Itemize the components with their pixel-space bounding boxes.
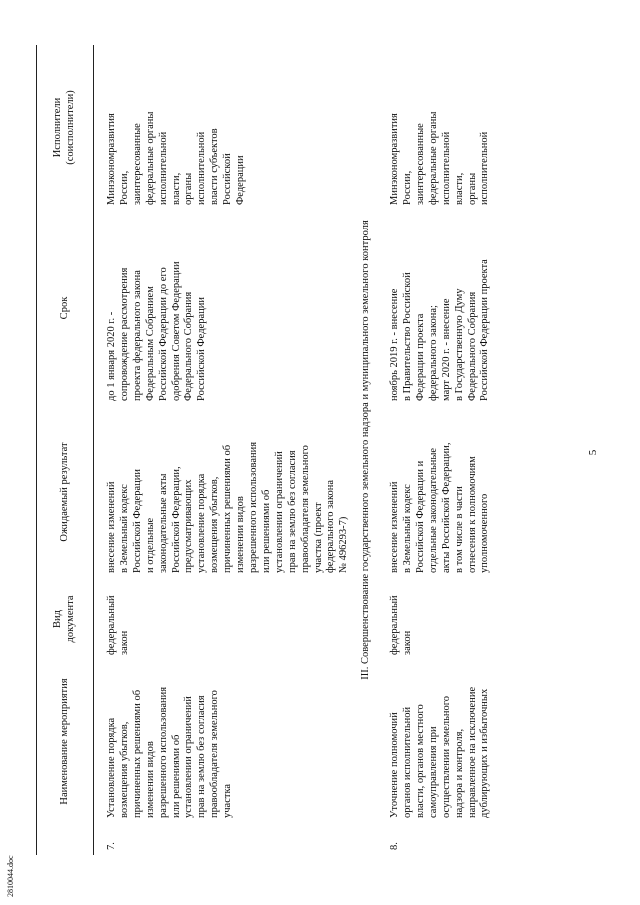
section-title: III. Совершенствование государственного земельного надзора и муниципального земельного контроля <box>360 220 372 680</box>
row-executors: Минэкономразвития России, заинтересованные федеральные органы исполнительной власти, органы исполнительной власти субъектов Российской Федерации <box>106 111 247 205</box>
section-row <box>355 45 377 855</box>
row-deadline: до 1 января 2020 г. - сопровождение рассмотрения проекта федерального закона Федеральным Собранием Российской Федерации до его одобрения Советом Федерации Федерального Собрания Российской Федерации <box>106 261 208 401</box>
row-deadline: ноябрь 2019 г. - внесение в Правительство Российской Федерации проекта федерального закона; март 2020 г. - внесение в Государственную Думу Федерального Собрания Российской Федерации проекта <box>389 259 491 401</box>
page-number: 5 <box>587 449 599 456</box>
header-result: Ожидаемый результат <box>37 406 94 578</box>
header-doc-type: Вид документа <box>37 578 94 660</box>
row-executors: Минэкономразвития России, заинтересованные федеральные органы исполнительной власти, органы исполнительной <box>389 111 491 205</box>
row-result: внесение изменений в Земельный кодекс Российской Федерации и отдельные законодательные акты Российской Федерации, предусматривающих установление порядка возмещения убытков, причиненных решениями об изменении видов разрешенного использования или решениями об установлении ограничений прав на землю без согласия правообладателя земельного участка (проект федерального закона № 496293-7) <box>106 441 350 573</box>
table-header-row <box>37 45 94 855</box>
header-deadline: Срок <box>37 210 94 406</box>
document-code: 2810044.doc <box>6 855 15 897</box>
action-plan-table <box>36 45 496 855</box>
row-number: 8. <box>389 842 401 850</box>
row-result: внесение изменений в Земельный кодекс Российской Федерации и отдельные законодательные акты Российской Федерации, в том числе в части отнесения к полномочиям уполномоченного <box>389 442 491 573</box>
header-executors: Исполнители (соисполнители) <box>37 45 94 210</box>
header-num <box>37 823 94 855</box>
header-name: Наименование мероприятия <box>37 660 94 823</box>
table-row <box>94 45 356 855</box>
row-name: Уточнение полномочий органов исполнительной власти, органов местного самоуправления при осуществлении земельного надзора и контроля, направленное на исключение дублирующих и избыточных <box>389 686 491 818</box>
row-doc-type: федеральный закон <box>389 595 414 655</box>
table-row <box>377 45 496 855</box>
row-doc-type: федеральный закон <box>106 595 130 655</box>
row-number: 7. <box>106 842 117 850</box>
row-name: Установление порядка возмещения убытков, причиненных решениями об изменении видов разрешенного использования или решениями об установлении ограничений прав на землю без согласия правообладателя земельного участка <box>106 686 234 818</box>
